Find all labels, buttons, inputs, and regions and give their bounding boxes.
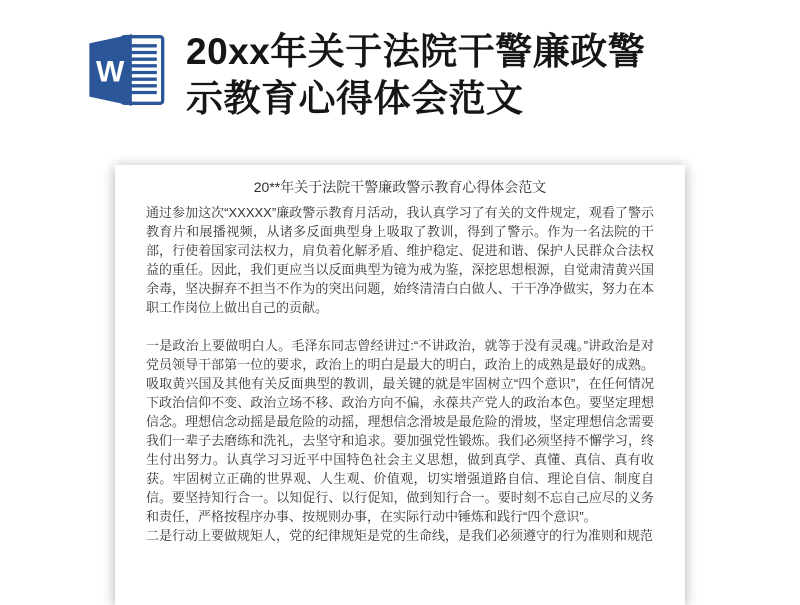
document-paragraph: 一是政治上要做明白人。毛泽东同志曾经讲过:“不讲政治，就等于没有灵魂。”讲政治是对党员领导干部第一位的要求，政治上的明白是最大的明白，政治上的成熟是最好的成熟。吸取黄兴国及其他有关反面典型的教训，最关键的就是牢固树立“四个意识”，在任何情况下政治信仰不变、政治立场不移、政治方向不偏，永葆共产党人的政治本色。要坚定理想信念。理想信念动摇是最危险的动摇，理想信念滑坡是最危险的滑坡，坚定理想信念需要我们一辈子去磨练和洗礼，去坚守和追求。要加强党性锻炼。我们必须坚持不懈学习，终生付出努力。认真学习习近平中国特色社会主义思想，做到真学、真懂、真信、真有收获。牢固树立正确的世界观、人生观、价值观，切实增强道路自信、理论自信、制度自信。要坚持知行合一。以知促行、以行促知，做到知行合一。要时刻不忘自己应尽的义务和责任，严格按程序办事、按规则办事，在实际行动中锤炼和践行“四个意识”。 [146,338,654,524]
word-icon-letter: W [96,55,125,89]
word-icon [84,30,168,110]
page-title-line-2: 示教育心得体会范文 [186,78,524,119]
document-paragraph: 通过参加这次“XXXXX”廉政警示教育月活动，我认真学习了有关的文件规定，观看了警示教育片和展播视频，从诸多反面典型身上吸取了教训，得到了警示。作为一名法院的干部，行使着国家司法权力，肩负着化解矛盾、维护稳定、促进和谐、保护人民群众合法权益的重任。因此，我们更应当以反面典型为镜为戒为鉴，深挖思想根源，自觉肃清黄兴国余毒，坚决摒弃不担当不作为的突出问题，始终清清白白做人、干干净净做实，努力在本职工作岗位上做出自己的贡献。 [146,205,654,315]
document-paragraph: 二是行动上要做规矩人，党的纪律规矩是党的生命线，是我们必须遵守的行为准则和规范 [146,528,654,543]
page-title [186,28,660,122]
document-heading: 20**年关于法院干警廉政警示教育心得体会范文 [253,179,547,195]
document-body [146,203,654,545]
page-title-line-1: 20xx年关于法院干警廉政警 [186,31,646,72]
document-page [115,165,685,605]
document-header [0,0,800,122]
